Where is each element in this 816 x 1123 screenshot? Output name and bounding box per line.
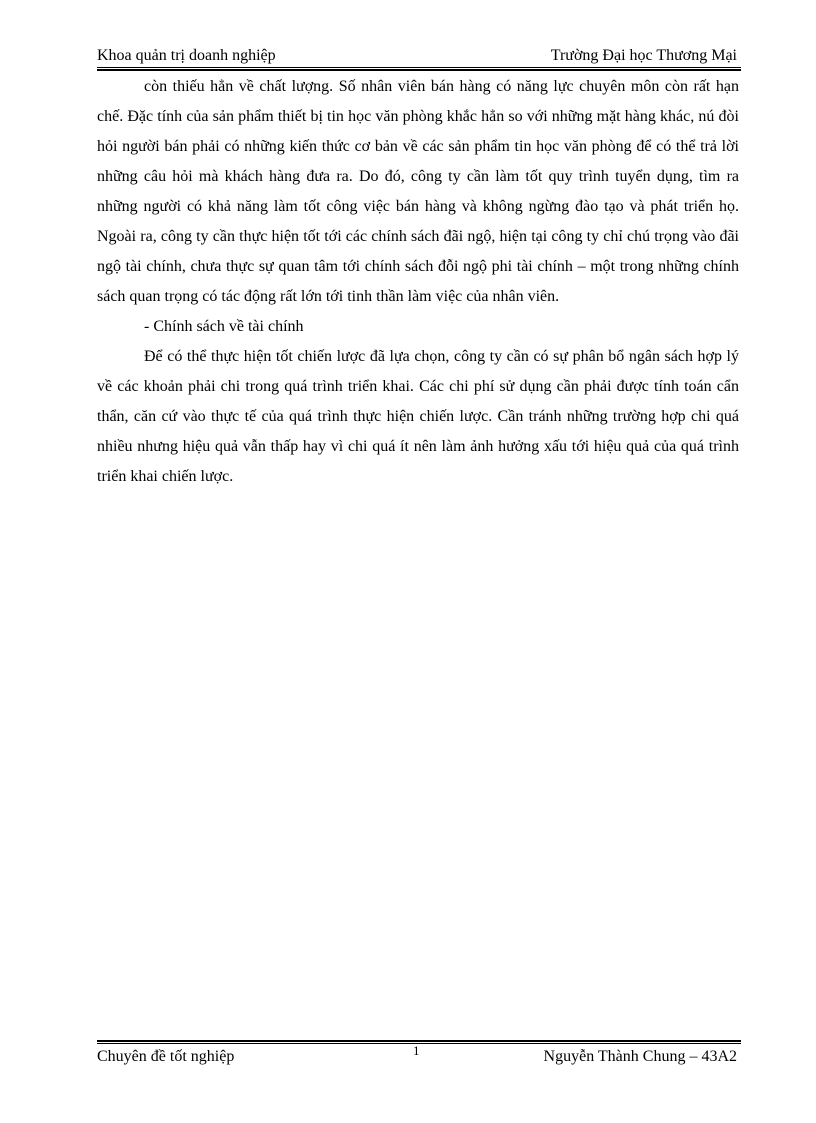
- header-faculty: Khoa quản trị doanh nghiệp: [97, 47, 276, 64]
- header-university: Trường Đại học Thương Mại: [550, 47, 737, 64]
- footer-author: Nguyễn Thành Chung – 43A2: [543, 1048, 737, 1065]
- page-footer: [97, 1043, 741, 1068]
- document-body: [97, 72, 739, 492]
- paragraph-staff-quality: còn thiếu hẳn về chất lượng. Số nhân viên bán hàng có năng lực chuyên môn còn rất hạn chế. Đặc tính của sản phẩm thiết bị tin học văn phòng khắc hẳn so với những mặt hàng khác, nú đòi hỏi người bán phải có những kiến thức cơ bản về các sản phẩm tin học văn phòng để có thể trả lời những câu hỏi mà khách hàng đưa ra. Do đó, công ty cần làm tốt quy trình tuyển dụng, tìm ra những người có khả năng làm tốt công việc bán hàng và không ngừng đào tạo và phát triển họ. Ngoài ra, công ty cần thực hiện tốt tới các chính sách đãi ngộ, hiện tại công ty chỉ chú trọng vào đãi ngộ tài chính, chưa thực sự quan tâm tới chính sách đỗi ngộ phi tài chính – một trong những chính sách quan trọng có tác động rất lớn tới tinh thần làm việc của nhân viên.: [97, 78, 739, 305]
- paragraph-finance-heading: - Chính sách về tài chính: [144, 318, 304, 335]
- paragraph-finance-policy: Để có thể thực hiện tốt chiến lược đã lựa chọn, công ty cần có sự phân bổ ngân sách hợp lý về các khoản phải chi trong quá trình triển khai. Các chi phí sử dụng cần phải được tính toán cẩn thẩn, căn cứ vào thực tế của quá trình thực hiện chiến lược. Cần tránh những trường hợp chi quá nhiều nhưng hiệu quả vẫn thấp hay vì chi quá ít nên làm ảnh hưởng xấu tới hiệu quả của quá trình triển khai chiến lược.: [97, 348, 739, 485]
- header-rule: [97, 67, 741, 71]
- page-header: [97, 46, 741, 66]
- page-number: 1: [413, 1043, 420, 1058]
- footer-document-type: Chuyên đề tốt nghiệp: [97, 1048, 235, 1065]
